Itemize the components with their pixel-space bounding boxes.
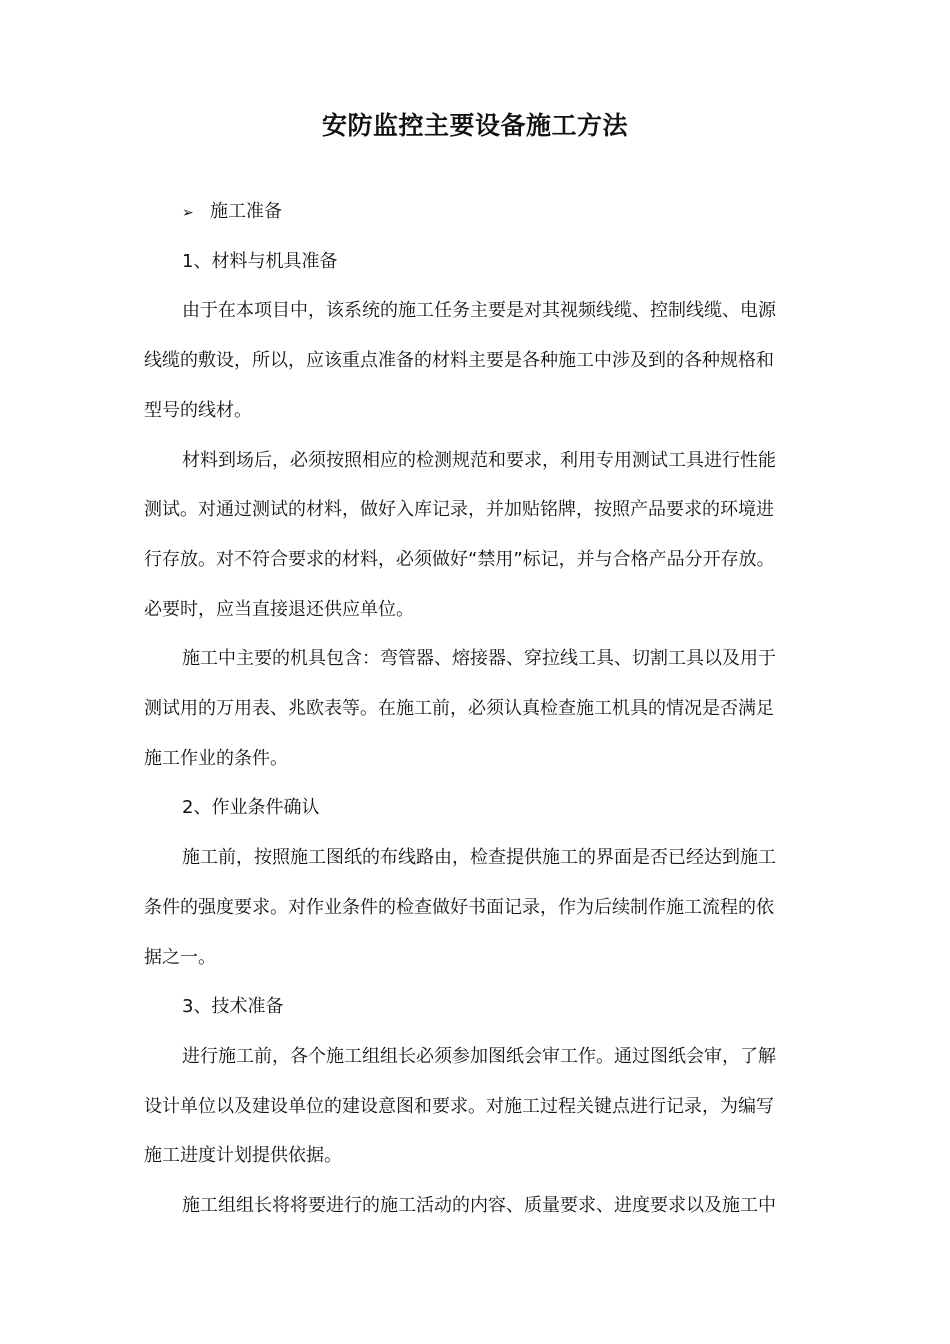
line-text: 施工前，按照施工图纸的布线路由，检查提供施工的界面是否已经达到施工 <box>182 847 776 868</box>
line-text: 1、材料与机具准备 <box>182 251 338 272</box>
paragraph-line <box>144 694 814 724</box>
line-text: 由于在本项目中，该系统的施工任务主要是对其视频线缆、控制线缆、电源 <box>182 300 776 321</box>
paragraph-line <box>182 644 814 674</box>
paragraph-line <box>182 446 814 476</box>
paragraph-line <box>182 793 814 823</box>
line-text: 施工准备 <box>210 201 282 222</box>
paragraph-line <box>144 346 814 376</box>
paragraph-line <box>144 943 814 973</box>
paragraph-line <box>144 1141 814 1171</box>
paragraph-line <box>144 1092 814 1122</box>
line-text: 施工中主要的机具包含：弯管器、熔接器、穿拉线工具、切割工具以及用于 <box>182 648 776 669</box>
paragraph-line <box>182 992 814 1022</box>
paragraph-line <box>182 1042 814 1072</box>
line-text: 3、技术准备 <box>182 996 284 1017</box>
paragraph-line <box>144 495 814 525</box>
line-text: 材料到场后，必须按照相应的检测规范和要求，利用专用测试工具进行性能 <box>182 450 776 471</box>
line-text: 施工进度计划提供依据。 <box>144 1145 342 1166</box>
line-text: 设计单位以及建设单位的建设意图和要求。对施工过程关键点进行记录，为编写 <box>144 1096 774 1117</box>
line-text: 施工组组长将将要进行的施工活动的内容、质量要求、进度要求以及施工中 <box>182 1195 776 1216</box>
line-text: 测试用的万用表、兆欧表等。在施工前，必须认真检查施工机具的情况是否满足 <box>144 698 774 719</box>
paragraph-line <box>144 744 814 774</box>
page-title: 安防监控主要设备施工方法 <box>321 111 628 140</box>
line-text: 型号的线材。 <box>144 400 252 421</box>
line-text: 必要时，应当直接退还供应单位。 <box>144 599 414 620</box>
paragraph-line <box>144 396 814 426</box>
line-text: 线缆的敷设，所以，应该重点准备的材料主要是各种施工中涉及到的各种规格和 <box>144 350 774 371</box>
line-text: 进行施工前，各个施工组组长必须参加图纸会审工作。通过图纸会审，了解 <box>182 1046 776 1067</box>
line-text: 据之一。 <box>144 947 216 968</box>
paragraph-line <box>182 296 814 326</box>
paragraph-line <box>144 545 814 575</box>
bullet-heading <box>182 197 814 228</box>
line-text: 2、作业条件确认 <box>182 797 320 818</box>
paragraph-line <box>144 595 814 625</box>
paragraph-line <box>182 843 814 873</box>
line-text: 行存放。对不符合要求的材料，必须做好“禁用”标记，并与合格产品分开存放。 <box>144 549 775 570</box>
line-text: 条件的强度要求。对作业条件的检查做好书面记录，作为后续制作施工流程的依 <box>144 897 774 918</box>
paragraph-line <box>144 893 814 923</box>
paragraph-line <box>182 247 814 277</box>
line-text: 施工作业的条件。 <box>144 748 288 769</box>
paragraph-line <box>182 1191 814 1221</box>
line-text: 测试。对通过测试的材料，做好入库记录，并加贴铭牌，按照产品要求的环境进 <box>144 499 774 520</box>
arrow-bullet-icon: ➢ <box>182 205 194 221</box>
